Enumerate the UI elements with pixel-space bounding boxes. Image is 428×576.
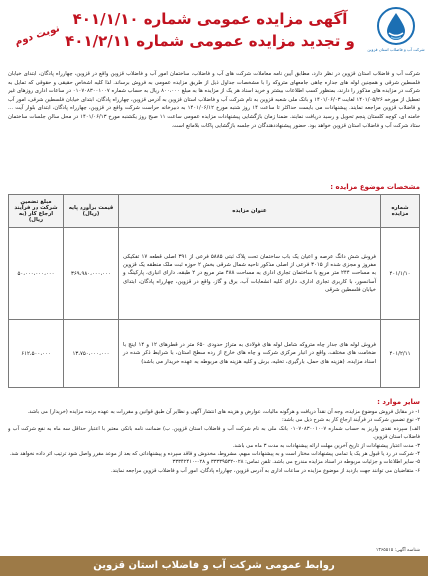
subject-section-title: مشخصات موضوع مزایده : xyxy=(330,183,420,191)
notice-id: شناسه آگهی: ۱۳۶۵۵۱۵ xyxy=(375,548,420,553)
note-item: ۳- مدت اعتبار پیشنهادات از تاریخ آخرین مهلت ارائه پیشنهادات به مدت ۳ ماه می باشد. xyxy=(232,442,420,449)
water-drop-logo-icon xyxy=(376,6,416,46)
header-deposit: مبلغ تضمین شرکت در فرآیند ارجاع کار (به ریال) xyxy=(9,195,64,228)
row-auction-subject: فروش لوله های جدار چاه متروکه شامل لوله های فولادی به متراژ حدودی ۶۵۰ متر در قطرهای ۱۲ و ۱۴ اینچ با ضخامت های مختلف، واقع در انبار مرکزی شرکت و چاه های خارج از رده سطح استان، با شرایط ذکر شده در اسناد مزایده. (هزینه های حمل، بارگیری، تخلیه، برش و کلیه هزینه های مربوطه به عهده خریدار می باشد) xyxy=(119,320,381,388)
notes-list xyxy=(8,408,420,553)
turn-badge: نوبت دوم xyxy=(13,23,62,48)
row-base-price: ۳۶۹،۹۸۰،۰۰۰،۰۰۰ xyxy=(64,228,119,320)
table-row xyxy=(9,320,420,388)
header-auction-number: شماره مزایده xyxy=(381,195,420,228)
row-auction-number: ۴۰۱/۲/۱۱ xyxy=(381,320,420,388)
row-auction-number: ۴۰۱/۱/۱۰ xyxy=(381,228,420,320)
notice-header xyxy=(0,0,428,68)
note-item: ۲- نوع تضمین شرکت در فرآیند ارجاع کار به شرح ذیل می باشد: xyxy=(281,417,420,424)
note-item: ۱- در مقابل فروش موضوع مزایده، وجه آن نقداً دریافت و هرگونه مالیات، عوارض و هزینه های انتشار آگهی و نظایر آن طبق قوانین و مقررات به عهده برنده مزایده (خریدار) می باشد. xyxy=(27,409,420,415)
auction-table xyxy=(8,194,420,388)
company-logo xyxy=(367,6,425,56)
intro-paragraph: شرکت آب و فاضلاب استان قزوین در نظر دارد، مطابق آیین نامه معاملات شرکت های آب و فاضلاب، ساختمان امور آب و فاضلاب قزوین واقع در قزوین، چهارراه پادگان، ابتدای خیابان فلسطین شرقی و همچنین لوله های جداره چاهی جامعهای متروکه را با مشخصات جداول ذیل از طریق مزایده عمومی به فروش برساند. لذا کلیه اشخاص حقیقی و حقوقی که تمایل به شرکت در مزایده های مذکور را دارند، بمنظور کسب اطلاعات بیشتر و خرید اسناد هر یک از مزایده ها به مبلغ ۸۰۰،۰۰۰ ریال به حساب شماره ۰۱۰۷۰۸۳۰۰۱۰۰۷ در ساعات اداری روزهای غیر تعطیل از مورخه ۱۴۰۱/۰۵/۲۶ لغایت ۱۴۰۱/۰۶/۰۳ و بانک ملی شعبه قزوین به نام شرکت آب و فاضلاب استان قزوین به آدرس قزوین، چهارراه پادگان، ابتدای خیابان فلسطین شرقی، امور آب و فاضلاب قزوین مراجعه نمایند. پیشنهادات می بایست حداکثر تا ساعت ۱۴ روز شنبه مورخ ۱۴۰۱/۰۶/۱۲ به دبیرخانه حراست شرکت واقع در قزوین، چهارراه پادگان، ابتدای بلوار آیت ... خامنه ای، کوچه کلستان پنجم تحویل و رسید دریافت نمایند. ضمنا زمان بازگشایی پیشنهادات مزایده عمومی ساعت ۱۱ صبح روز یکشنبه مورخ ۱۴۰۱/۰۶/۱۳ در محل سالن جلسات ساختمان ستاد شرکت آب و فاضلاب استان قزوین خواهد بود. حضور پیشنهاددهندگان در جلسه بازگشایی پاکات بلامانع است. xyxy=(8,71,420,129)
header-base-price: قیمت برآورد پایه (ریال) xyxy=(64,195,119,228)
note-item: الف) سپرده نقدی واریز به حساب شماره ۰۱۰۷۰۸۳۰۰۱۰۰۷ بانک ملی به نام شرکت آب و فاضلاب استان قزوین. ب) ضمانت نامه بانکی معتبر با اعتبار حداقل سه ماه به نفع شرکت آب و فاضلاب استان قزوین. xyxy=(8,425,420,441)
table-header-row xyxy=(9,195,420,228)
logo-caption: شرکت آب و فاضلاب استان قزوین xyxy=(367,47,425,52)
note-item: ۵- سایر اطلاعات و جزئیات مربوطه در اسناد مزایده مندرج می باشد. تلفن تماس: ۰۲۸-۳۳۳۳۹۵۳۲ و ۰۲۸-۳۳۳۴۲۴۱۰ xyxy=(172,459,420,466)
notice-title-2: و تجدید مزایده عمومی شماره ۴۰۱/۲/۱۱ xyxy=(65,32,355,50)
row-deposit: ۶۱۲،۵۰۰،۰۰۰ xyxy=(9,320,64,388)
row-base-price: ۱۳،۷۵۰،۰۰۰،۰۰۰ xyxy=(64,320,119,388)
note-item: ۶- متقاضیان می توانند جهت بازدید از موضوع مزایده در ساعات اداری به آدرس قزوین، چهارراه پادگان، امور آب و فاضلاب قزوین مراجعه نمایند. xyxy=(110,467,420,474)
other-items-title: سایر موارد : xyxy=(377,398,420,406)
notice-title-1: آگهی مزایده عمومی شماره ۴۰۱/۱/۱۰ xyxy=(72,10,348,28)
footer-banner: روابط عمومی شرکت آب و فاضلاب استان قزوین xyxy=(0,556,428,576)
note-item: ۴- شرکت در رد یا قبول هر یک یا تمامی پیشنهادات مختار است و به پیشنهادات مبهم، مشروط، مخدوش و فاقد سپرده و پیشنهاداتی که بعد از موعد مقرر واصل شود ترتیب اثر داده نخواهد شد. xyxy=(9,451,420,458)
row-deposit: ۵۰،۰۰۰،۰۰۰،۰۰۰ xyxy=(9,228,64,320)
header-auction-subject: عنوان مزایده xyxy=(119,195,381,228)
table-row xyxy=(9,228,420,320)
row-auction-subject: فروش شش دانگ عرصه و اعیان یک باب ساختمان تحت پلاک ثبتی ۵۸۸۵ فرعی از ۳۹۱ اصلی قطعه ۱۷ تفکیکی مفروز و مجزی شده از ۳۰۱۵ فرعی از اصلی مذکور ناحیه شمال شرقی بخش ۲ حوزه ثبت ملک منطقه یک قزوین به مساحت ۲۴۴ متر مربع با ساختمان تجاری اداری به مساحت ۴۸۸ متر مربع در ۲ طبقه، دارای انباری، پارکینگ و آسانسور، با کاربری تجاری اداری، دارای کلیه انشعابات آب، برق و گاز، واقع در قزوین، چهارراه پادگان، ابتدای خیابان فلسطین شرقی xyxy=(119,228,381,320)
